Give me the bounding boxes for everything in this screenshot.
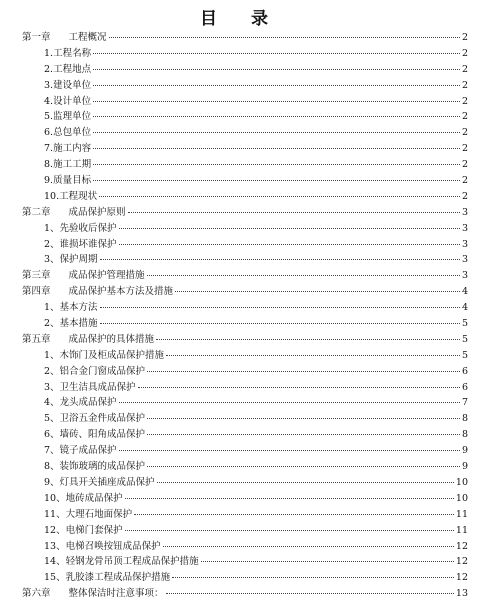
- toc-dot-leader: [163, 546, 454, 547]
- toc-section-entry[interactable]: [22, 125, 468, 141]
- toc-page-number: 8: [461, 429, 468, 441]
- toc-dot-leader: [156, 339, 460, 340]
- toc-entry-label: 3、保护周期: [44, 254, 98, 266]
- toc-dot-leader: [166, 593, 454, 594]
- toc-chapter-number: 第四章: [22, 286, 51, 298]
- toc-page-number: 2: [461, 32, 468, 43]
- toc-section-entry[interactable]: [22, 411, 468, 427]
- toc-section-entry[interactable]: [22, 348, 468, 364]
- toc-section-entry[interactable]: [22, 78, 468, 94]
- toc-entry-label: [22, 332, 154, 348]
- toc-section-entry[interactable]: [22, 94, 468, 110]
- toc-entry-label: 9、灯具开关插座成品保护: [44, 476, 155, 488]
- toc-entry-label: 6、墙砖、阳角成品保护: [44, 429, 146, 441]
- toc-page-number: 10: [455, 476, 468, 488]
- toc-entry-label: 15、乳胶漆工程成品保护措施: [44, 572, 171, 584]
- toc-section-entry[interactable]: [22, 189, 468, 205]
- toc-entry-label: 5、卫浴五金件成品保护: [44, 413, 146, 425]
- toc-entry-label: [22, 268, 145, 284]
- toc-page-number: 5: [461, 318, 468, 330]
- toc-page-number: 2: [461, 143, 468, 155]
- toc-entry-label: 8、装饰玻璃的成品保护: [44, 461, 146, 473]
- toc-section-entry[interactable]: [22, 475, 468, 491]
- toc-page-number: 2: [461, 159, 468, 171]
- toc-title: 目 录: [200, 9, 282, 29]
- toc-page-number: 12: [455, 540, 468, 552]
- toc-page-number: 5: [461, 333, 468, 345]
- toc-dot-leader: [157, 482, 454, 483]
- toc-dot-leader: [93, 69, 460, 70]
- toc-chapter-number: 第五章: [22, 333, 51, 345]
- toc-section-entry[interactable]: [22, 173, 468, 189]
- toc-page-number: 3: [461, 254, 468, 266]
- toc-chapter-number: 第三章: [22, 270, 51, 282]
- toc-dot-leader: [93, 85, 460, 86]
- toc-page-number: 10: [455, 492, 468, 504]
- toc-dot-leader: [119, 244, 460, 245]
- toc-chapter-title: 成品保护原则: [68, 206, 126, 218]
- toc-entry-label: 4、龙头成品保护: [44, 397, 117, 409]
- toc-entry-label: 14、轻钢龙骨吊顶工程成品保护措施: [44, 556, 199, 568]
- toc-page-number: 12: [455, 572, 468, 584]
- toc-section-entry[interactable]: [22, 459, 468, 475]
- toc-entry-label: 6.总包单位: [44, 127, 92, 139]
- toc-entry-label: [22, 30, 107, 46]
- toc-page-number: 2: [461, 63, 468, 75]
- toc-chapter-entry[interactable]: [22, 268, 468, 284]
- toc-section-entry[interactable]: [22, 427, 468, 443]
- toc-dot-leader: [99, 196, 460, 197]
- toc-section-entry[interactable]: [22, 62, 468, 78]
- toc-dot-leader: [128, 212, 460, 213]
- toc-page-number: 2: [461, 47, 468, 59]
- toc-entry-label: 13、电梯召唤按钮成品保护: [44, 540, 161, 552]
- toc-page-number: 11: [455, 508, 468, 520]
- toc-section-entry[interactable]: [22, 491, 468, 507]
- toc-dot-leader: [175, 291, 460, 292]
- toc-page-number: 5: [461, 349, 468, 361]
- toc-dot-leader: [93, 164, 460, 165]
- toc-section-entry[interactable]: [22, 380, 468, 396]
- toc-dot-leader: [125, 498, 454, 499]
- toc-page-number: 7: [461, 397, 468, 409]
- toc-chapter-title: 成品保护管理措施: [68, 270, 145, 282]
- toc-dot-leader: [147, 371, 460, 372]
- toc-dot-leader: [93, 148, 460, 149]
- toc-page-number: 9: [461, 445, 468, 457]
- toc-chapter-number: 第二章: [22, 206, 51, 218]
- toc-entry-label: [22, 586, 164, 602]
- toc-page-number: 2: [461, 79, 468, 91]
- toc-page-number: 3: [461, 222, 468, 234]
- toc-chapter-title: 工程概况: [68, 32, 107, 43]
- toc-dot-leader: [138, 387, 460, 388]
- toc-page-number: 13: [455, 588, 468, 600]
- toc-section-entry[interactable]: [22, 523, 468, 539]
- toc-chapter-entry[interactable]: [22, 205, 468, 221]
- toc-entry-label: 2.工程地点: [44, 63, 92, 75]
- toc-dot-leader: [119, 228, 460, 229]
- toc-entry-label: 1、先验收后保护: [44, 222, 117, 234]
- toc-page-number: 3: [461, 238, 468, 250]
- toc-page-number: 8: [461, 413, 468, 425]
- toc-entry-label: 5.监理单位: [44, 111, 92, 123]
- toc-section-entry[interactable]: [22, 443, 468, 459]
- toc-chapter-number: 第一章: [22, 32, 51, 43]
- toc-dot-leader: [93, 132, 460, 133]
- toc-entry-label: 3、卫生洁具成品保护: [44, 381, 136, 393]
- toc-chapter-number: 第六章: [22, 588, 51, 600]
- toc-entry-label: 1、基本方法: [44, 302, 98, 314]
- toc-section-entry[interactable]: [22, 141, 468, 157]
- toc-chapter-title: 成品保护基本方法及措施: [68, 286, 174, 298]
- toc-chapter-entry[interactable]: [22, 586, 468, 602]
- toc-page-number: 2: [461, 190, 468, 202]
- toc-section-entry[interactable]: [22, 237, 468, 253]
- toc-dot-leader: [119, 402, 460, 403]
- toc-page-number: 2: [461, 111, 468, 123]
- toc-section-entry[interactable]: [22, 300, 468, 316]
- toc-section-entry[interactable]: [22, 570, 468, 586]
- toc-entry-label: 9.质量目标: [44, 175, 92, 187]
- toc-dot-leader: [93, 116, 460, 117]
- toc-entry-label: 2、铝合金门窗成品保护: [44, 365, 146, 377]
- toc-entry-label: 12、电梯门套保护: [44, 524, 123, 536]
- toc-entry-label: [22, 284, 173, 300]
- toc-entry-label: 2、基本措施: [44, 318, 98, 330]
- toc-chapter-title: 成品保护的具体措施: [68, 333, 155, 345]
- toc-section-entry[interactable]: [22, 157, 468, 173]
- toc-page-number: 6: [461, 365, 468, 377]
- toc-dot-leader: [201, 561, 454, 562]
- toc-page-number: 2: [461, 127, 468, 139]
- toc-page-number: 4: [461, 286, 468, 298]
- toc-page-number: 2: [461, 95, 468, 107]
- toc-page-number: 2: [461, 175, 468, 187]
- toc-dot-leader: [125, 530, 454, 531]
- toc-list: [22, 30, 468, 602]
- toc-entry-label: 2、谁损坏谁保护: [44, 238, 117, 250]
- toc-section-entry[interactable]: [22, 554, 468, 570]
- toc-dot-leader: [147, 434, 460, 435]
- toc-section-entry[interactable]: [22, 109, 468, 125]
- toc-section-entry[interactable]: [22, 395, 468, 411]
- toc-dot-leader: [100, 323, 460, 324]
- toc-page-number: 11: [455, 524, 468, 536]
- toc-page-number: 6: [461, 381, 468, 393]
- toc-entry-label: 1.工程名称: [44, 47, 92, 59]
- toc-chapter-entry[interactable]: [22, 332, 468, 348]
- toc-section-entry[interactable]: [22, 252, 468, 268]
- toc-dot-leader: [93, 180, 460, 181]
- toc-entry-label: [22, 205, 126, 221]
- toc-section-entry[interactable]: [22, 46, 468, 62]
- toc-entry-label: 1、木饰门及柜成品保护措施: [44, 349, 165, 361]
- toc-entry-label: 11、大理石地面保护: [44, 508, 133, 520]
- toc-dot-leader: [109, 37, 460, 38]
- toc-section-entry[interactable]: [22, 364, 468, 380]
- toc-page-number: 4: [461, 302, 468, 314]
- toc-dot-leader: [93, 53, 460, 54]
- toc-entry-label: 7.施工内容: [44, 143, 92, 155]
- toc-section-entry[interactable]: [22, 507, 468, 523]
- toc-dot-leader: [147, 275, 460, 276]
- toc-dot-leader: [93, 101, 460, 102]
- toc-page-number: 9: [461, 461, 468, 473]
- toc-entry-label: 10.工程现状: [44, 190, 98, 202]
- toc-dot-leader: [134, 514, 454, 515]
- toc-section-entry[interactable]: [22, 221, 468, 237]
- toc-entry-label: 3.建设单位: [44, 79, 92, 91]
- toc-dot-leader: [166, 355, 460, 356]
- toc-dot-leader: [172, 577, 454, 578]
- toc-entry-label: 7、镜子成品保护: [44, 445, 117, 457]
- toc-dot-leader: [100, 307, 460, 308]
- toc-page-number: 3: [461, 206, 468, 218]
- toc-entry-label: 10、地砖成品保护: [44, 492, 123, 504]
- toc-entry-label: 8.施工工期: [44, 159, 92, 171]
- toc-dot-leader: [100, 259, 460, 260]
- toc-entry-label: 4.设计单位: [44, 95, 92, 107]
- toc-chapter-entry[interactable]: [22, 284, 468, 300]
- toc-section-entry[interactable]: [22, 539, 468, 555]
- toc-dot-leader: [147, 418, 460, 419]
- toc-page-number: 12: [455, 556, 468, 568]
- toc-chapter-title: 整体保洁时注意事项：: [68, 588, 164, 600]
- toc-page-number: 3: [461, 270, 468, 282]
- toc-chapter-entry[interactable]: [22, 30, 468, 46]
- toc-dot-leader: [119, 450, 460, 451]
- toc-section-entry[interactable]: [22, 316, 468, 332]
- toc-dot-leader: [147, 466, 460, 467]
